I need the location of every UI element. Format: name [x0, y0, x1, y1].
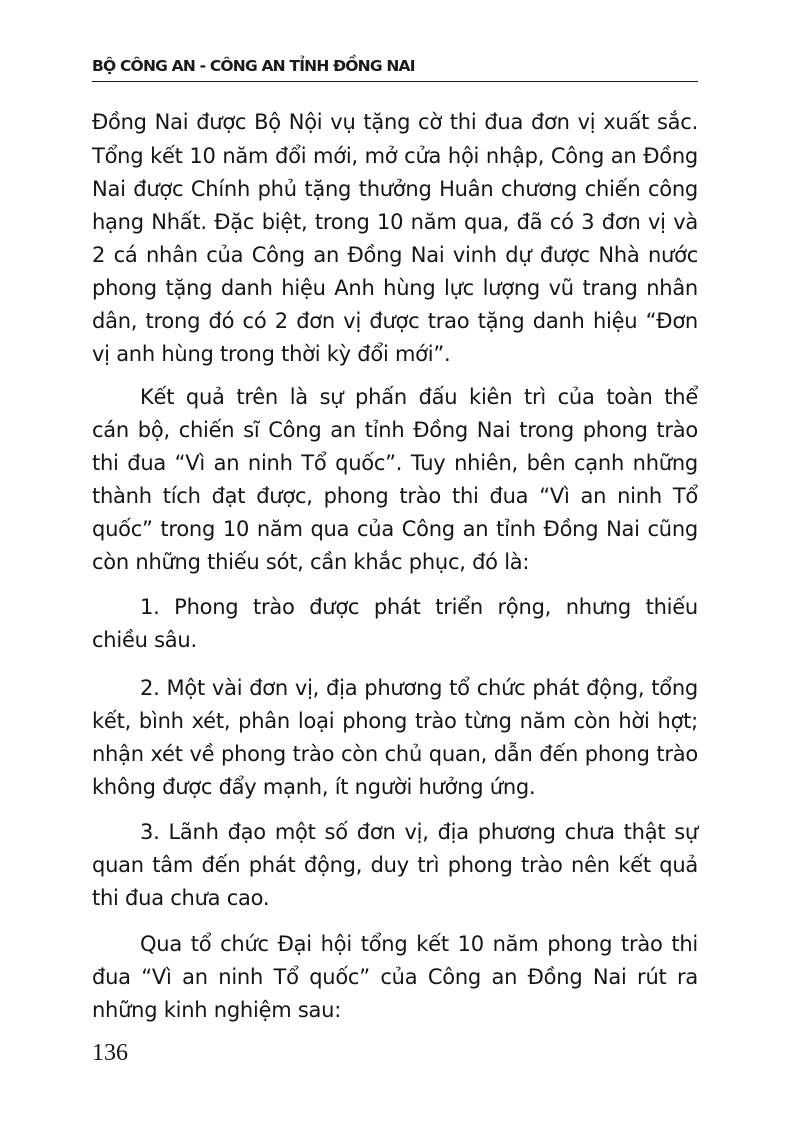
- text-line: quốc” trong 10 năm qua của Công an tỉnh Đồng Nai cũng: [92, 517, 698, 541]
- text-line: 3. Lãnh đạo một số đơn vị, địa phương chưa thật sự: [140, 820, 698, 844]
- text-line: vị anh hùng trong thời kỳ đổi mới”.: [92, 342, 451, 366]
- text-line: 2 cá nhân của Công an Đồng Nai vinh dự được Nhà nước: [92, 243, 698, 267]
- text-line: phong tặng danh hiệu Anh hùng lực lượng vũ trang nhân: [92, 276, 698, 300]
- header-rule: [92, 81, 698, 82]
- text-line: thi đua chưa cao.: [92, 886, 270, 910]
- text-line: còn những thiếu sót, cần khắc phục, đó là:: [92, 550, 530, 574]
- text-line: hạng Nhất. Đặc biệt, trong 10 năm qua, đã có 3 đơn vị và: [92, 210, 698, 234]
- text-line: Qua tổ chức Đại hội tổng kết 10 năm phong trào thi: [140, 932, 698, 956]
- text-line: thi đua “Vì an ninh Tổ quốc”. Tuy nhiên, bên cạnh những: [92, 451, 698, 475]
- text-line: Nai được Chính phủ tặng thưởng Huân chương chiến công: [92, 177, 698, 201]
- text-line: dân, trong đó có 2 đơn vị được trao tặng danh hiệu “Đơn: [92, 309, 698, 333]
- page-number: 136: [92, 1040, 128, 1066]
- text-line: những kinh nghiệm sau:: [92, 998, 342, 1022]
- text-line: 2. Một vài đơn vị, địa phương tổ chức phát động, tổng: [140, 676, 698, 700]
- text-line: đua “Vì an ninh Tổ quốc” của Công an Đồng Nai rút ra: [92, 965, 698, 989]
- running-header: [92, 53, 698, 83]
- text-line: kết, bình xét, phân loại phong trào từng năm còn hời hợt;: [92, 709, 698, 733]
- text-line: chiều sâu.: [92, 628, 197, 652]
- text-line: cán bộ, chiến sĩ Công an tỉnh Đồng Nai trong phong trào: [92, 418, 698, 442]
- text-line: 1. Phong trào được phát triển rộng, nhưng thiếu: [140, 595, 698, 619]
- text-line: quan tâm đến phát động, duy trì phong trào nên kết quả: [92, 853, 698, 877]
- text-line: Kết quả trên là sự phấn đấu kiên trì của toàn thể: [140, 385, 698, 409]
- text-line: nhận xét về phong trào còn chủ quan, dẫn đến phong trào: [92, 742, 698, 766]
- text-line: thành tích đạt được, phong trào thi đua “Vì an ninh Tổ: [92, 484, 698, 508]
- text-line: Tổng kết 10 năm đổi mới, mở cửa hội nhập, Công an Đồng: [92, 144, 698, 168]
- text-line: không được đẩy mạnh, ít người hưởng ứng.: [92, 775, 536, 799]
- text-line: Đồng Nai được Bộ Nội vụ tặng cờ thi đua đơn vị xuất sắc.: [92, 110, 698, 134]
- running-title: BỘ CÔNG AN - CÔNG AN TỈNH ĐỒNG NAI: [92, 57, 415, 75]
